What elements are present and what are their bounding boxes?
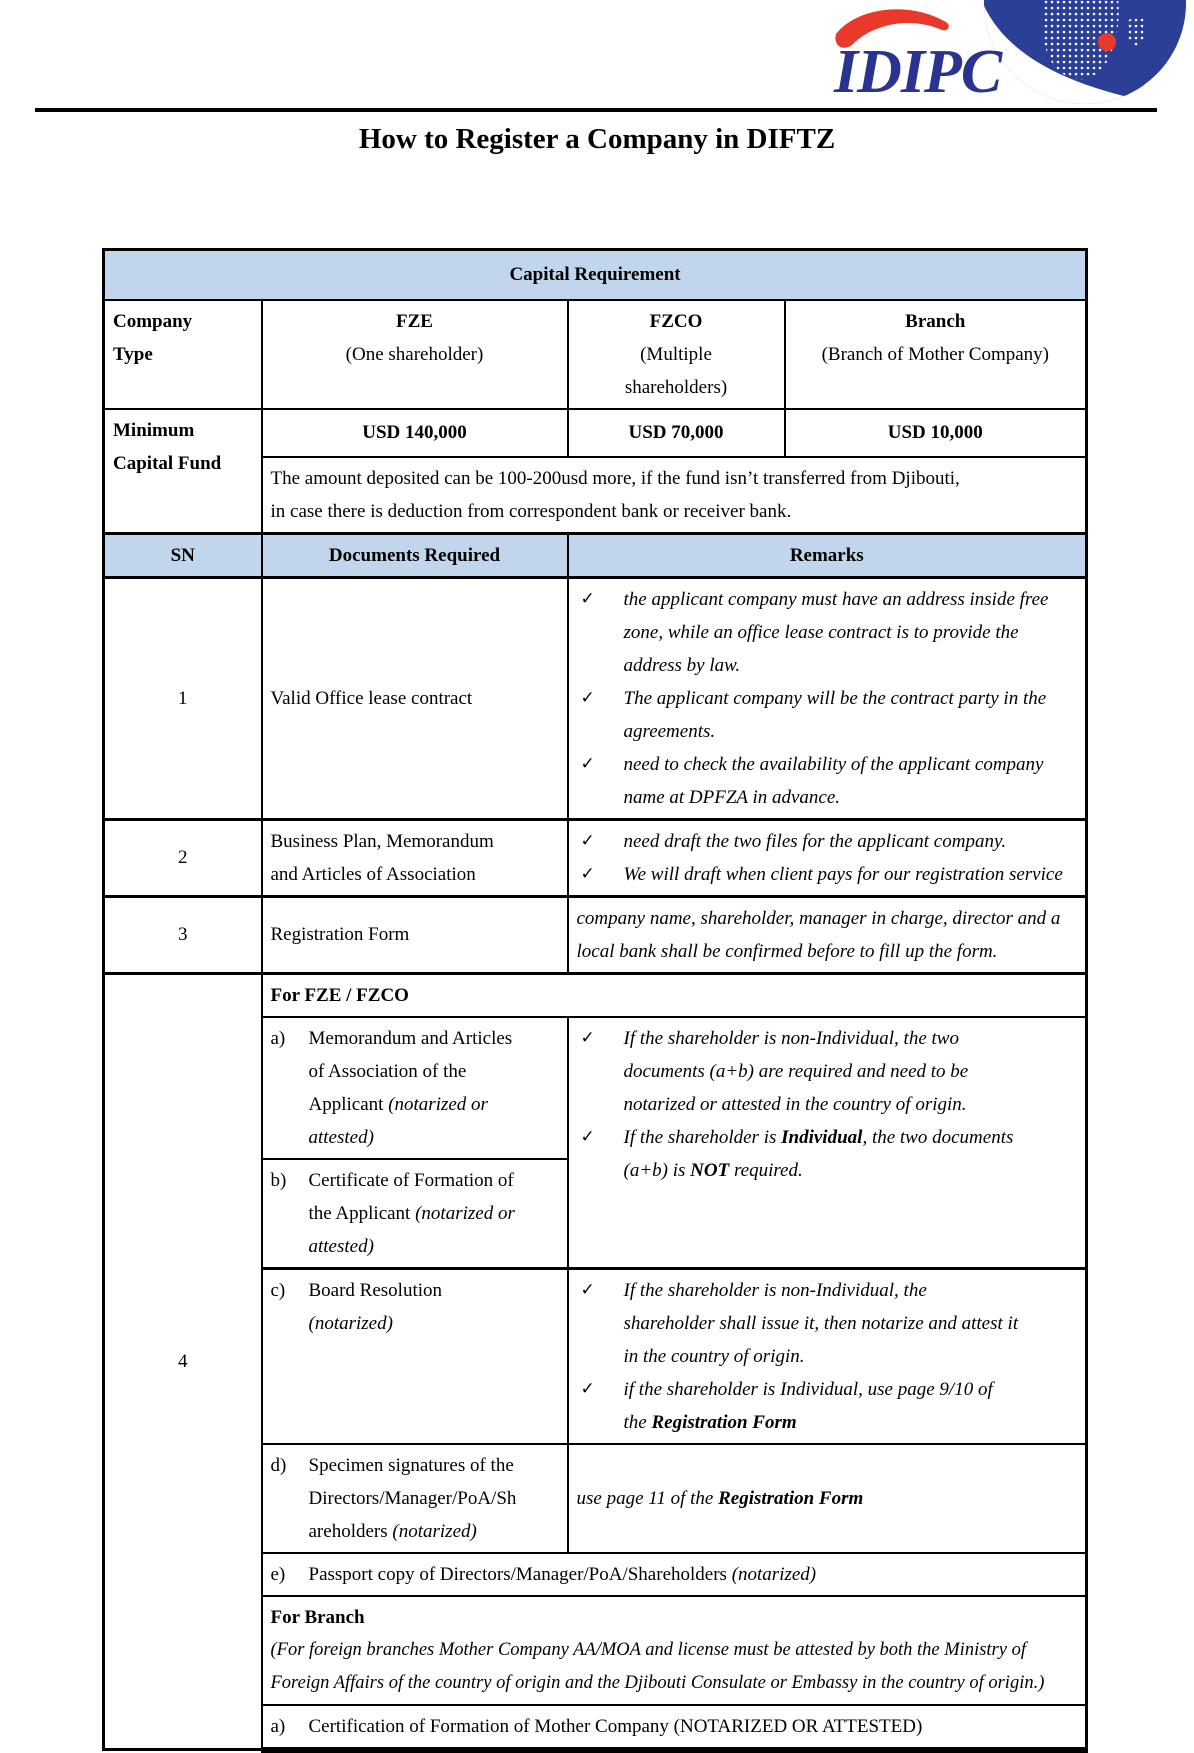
item-c-label: c) <box>270 1279 286 1301</box>
documents-header-row <box>104 533 1087 577</box>
company-type-label: Company Type <box>104 300 262 409</box>
check-icon: ✓ <box>580 687 595 708</box>
items-ab-remarks <box>568 1017 1087 1269</box>
item-d-remark: use page 11 of the Registration Form <box>568 1444 1087 1553</box>
logo-text: IDIPC <box>834 38 1002 106</box>
row-2-business-plan <box>104 819 1087 896</box>
remark-bullet: ✓ We will draft when client pays for our registration service <box>577 858 1078 891</box>
fze-capital-value: USD 140,000 <box>262 409 568 457</box>
item-c-remarks <box>568 1268 1087 1444</box>
row-1-document: Valid Office lease contract <box>262 577 568 819</box>
idipc-logo <box>828 0 1194 108</box>
check-icon: ✓ <box>580 753 595 774</box>
item-a-document: a) Memorandum and Articles of Association of the Applicant (notarized or attested) <box>262 1017 568 1159</box>
fze-column-header <box>262 300 568 409</box>
sn-header: SN <box>104 533 262 577</box>
row-3-sn: 3 <box>104 896 262 973</box>
item-d-label: d) <box>270 1454 287 1476</box>
remark-bullet: ✓ If the shareholder is non-Individual, the two documents (a+b) are required and need to be notarized or attested in the country of origin. <box>577 1022 1078 1121</box>
for-fze-fzco-header: For FZE / FZCO <box>262 973 1087 1017</box>
branch-item-a-label: a) <box>270 1715 286 1737</box>
check-icon: ✓ <box>580 1126 595 1147</box>
row-1-sn: 1 <box>104 577 262 819</box>
globe-red-dot <box>1098 33 1116 51</box>
check-icon: ✓ <box>580 1027 595 1048</box>
row-4-fze-fzco-header-row <box>104 973 1087 1017</box>
item-d-document: d) Specimen signatures of the Directors/Manager/PoA/Sh areholders (notarized) <box>262 1444 568 1553</box>
branch-capital-value: USD 10,000 <box>785 409 1087 457</box>
fzco-column-header <box>568 300 785 409</box>
fze-sub: (One shareholder) <box>345 343 484 365</box>
company-type-row <box>104 300 1087 409</box>
branch-item-a-document: a) Certification of Formation of Mother Company (NOTARIZED OR ATTESTED) <box>262 1705 1087 1750</box>
capital-requirement-header-row <box>104 250 1087 300</box>
row-2-sn: 2 <box>104 819 262 896</box>
minimum-capital-label: Minimum Capital Fund <box>104 409 262 534</box>
registration-requirements-table <box>102 248 1088 1753</box>
row-1-remarks <box>568 577 1087 819</box>
remark-bullet: ✓ If the shareholder is non-Individual, the shareholder shall issue it, then notarize and attest it in the country of origin. <box>577 1274 1078 1373</box>
item-e-document: e) Passport copy of Directors/Manager/PoA/Shareholders (notarized) <box>262 1553 1087 1596</box>
remark-bullet: ✓ the applicant company must have an address inside free zone, while an office lease contract is to provide the address by law. <box>577 583 1078 682</box>
row-2-remarks <box>568 819 1087 896</box>
fzco-sub: (Multiple shareholders) <box>624 343 728 398</box>
fze-name: FZE <box>396 310 433 332</box>
fzco-name: FZCO <box>649 310 703 332</box>
page-title: How to Register a Company in DIFTZ <box>358 123 836 155</box>
remark-bullet: ✓ If the shareholder is Individual, the two documents (a+b) is NOT required. <box>577 1121 1078 1187</box>
for-branch-section <box>262 1596 1087 1705</box>
check-icon: ✓ <box>580 1279 595 1300</box>
minimum-capital-row <box>104 409 1087 457</box>
remark-bullet: ✓ The applicant company will be the contract party in the agreements. <box>577 682 1078 748</box>
documents-required-header: Documents Required <box>262 533 568 577</box>
for-branch-header: For Branch <box>270 1606 365 1628</box>
check-icon: ✓ <box>580 863 595 884</box>
item-b-document: b) Certificate of Formation of the Applicant (notarized or attested) <box>262 1159 568 1269</box>
branch-note: (For foreign branches Mother Company AA/MOA and license must be attested by both the Ministry of Foreign Affairs of the country of origin and the Djibouti Consulate or Embassy in the country of origin.) <box>270 1639 1045 1693</box>
item-e-label: e) <box>270 1563 286 1585</box>
branch-name: Branch <box>905 310 966 332</box>
globe-icon <box>976 0 1186 112</box>
remark-bullet: ✓ if the shareholder is Individual, use page 9/10 of the Registration Form <box>577 1373 1078 1439</box>
remark-bullet: ✓ need draft the two files for the applicant company. <box>577 825 1078 858</box>
row-1-office-lease <box>104 577 1087 819</box>
branch-column-header <box>785 300 1087 409</box>
remarks-header: Remarks <box>568 533 1087 577</box>
row-4-sn: 4 <box>104 973 262 1750</box>
item-a-label: a) <box>270 1027 286 1049</box>
check-icon: ✓ <box>580 588 595 609</box>
header-divider-line <box>35 108 1157 112</box>
row-3-registration-form <box>104 896 1087 973</box>
check-icon: ✓ <box>580 830 595 851</box>
row-3-document: Registration Form <box>262 896 568 973</box>
fzco-capital-value: USD 70,000 <box>568 409 785 457</box>
row-3-remark: company name, shareholder, manager in charge, director and a local bank shall be confirmed before to fill up the form. <box>568 896 1087 973</box>
item-c-document: c) Board Resolution (notarized) <box>262 1268 568 1444</box>
row-2-document: Business Plan, Memorandum and Articles of Association <box>262 819 568 896</box>
remark-bullet: ✓ need to check the availability of the applicant company name at DPFZA in advance. <box>577 748 1078 814</box>
branch-sub: (Branch of Mother Company) <box>821 343 1049 365</box>
capital-note: The amount deposited can be 100-200usd more, if the fund isn’t transferred from Djibouti, in case there is deduction from correspondent bank or receiver bank. <box>262 457 1087 534</box>
capital-requirement-header: Capital Requirement <box>104 250 1087 300</box>
item-b-label: b) <box>270 1169 287 1191</box>
check-icon: ✓ <box>580 1378 595 1399</box>
